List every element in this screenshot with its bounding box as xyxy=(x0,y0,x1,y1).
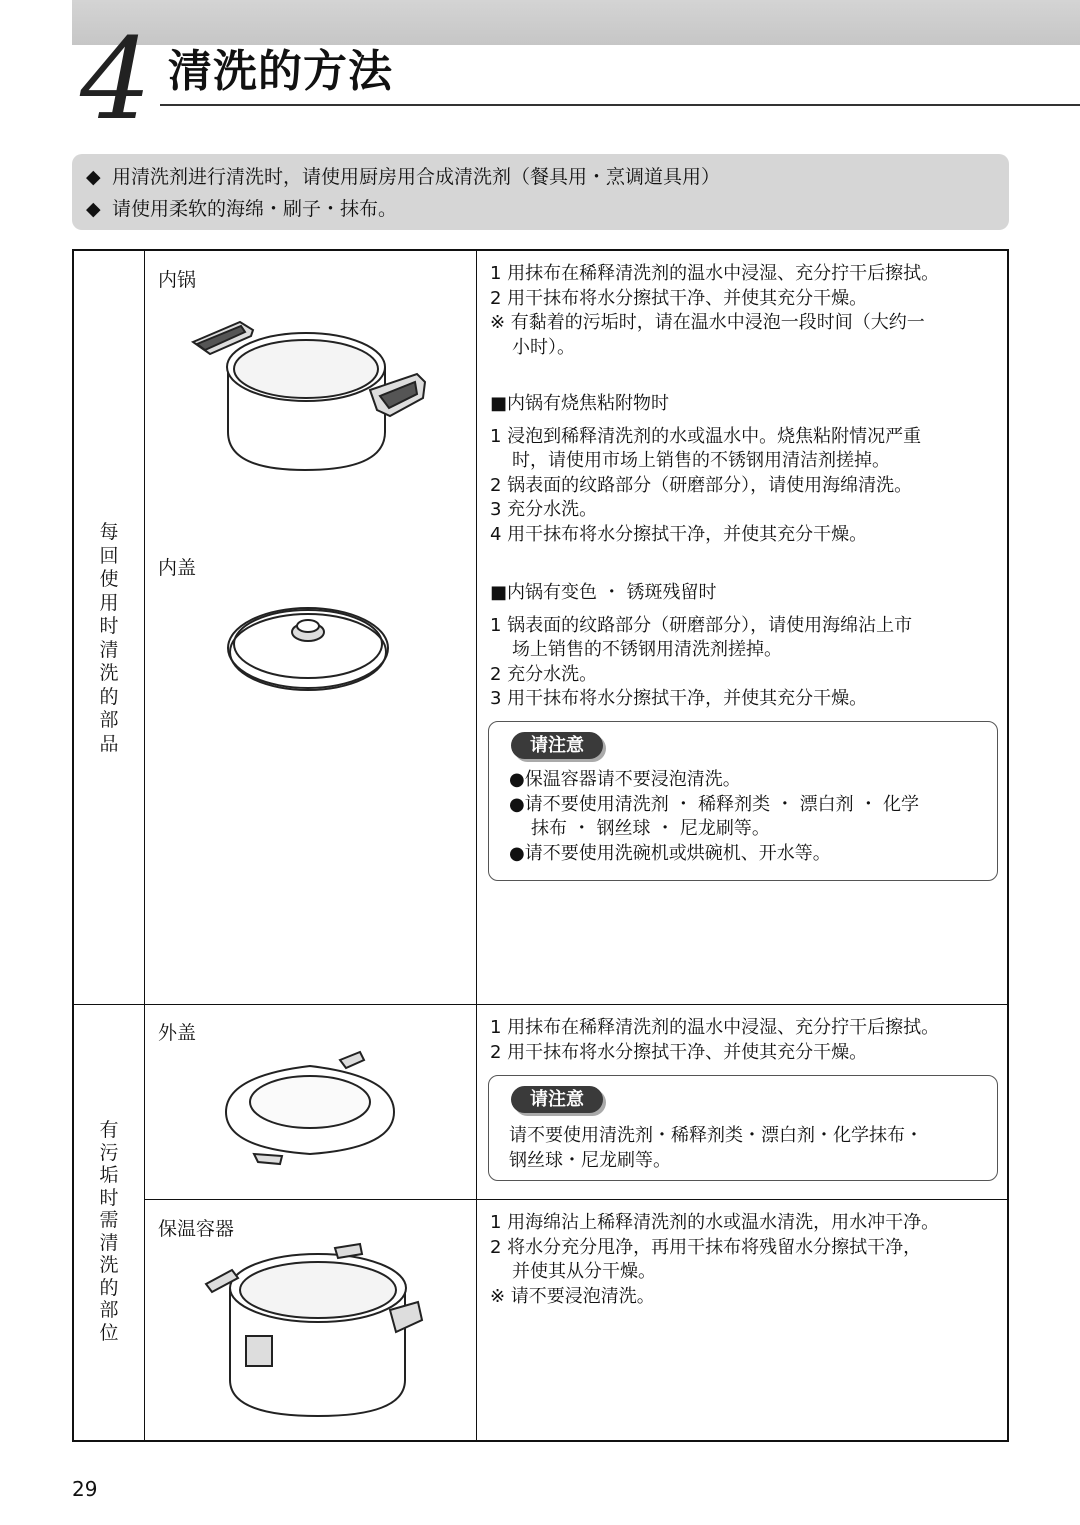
column-divider xyxy=(144,251,145,1440)
diamond-bullet-icon: ◆ xyxy=(86,198,101,220)
caution-2-text: 请不要使用清洗剂・稀释剂类・漂白剂・化学抹布・ 钢丝球・尼龙刷等。 xyxy=(509,1125,923,1171)
row-divider xyxy=(74,1004,1007,1005)
header-bar xyxy=(72,0,1080,45)
note-sponge: ◆ 请使用柔软的海绵・刷子・抹布。 xyxy=(86,198,398,220)
item-label-inner-pot: 内锅 xyxy=(158,269,197,291)
section-title: 清洗的方法 xyxy=(168,46,393,97)
caution-badge: 请注意 xyxy=(511,1086,603,1113)
caution-box-1 xyxy=(488,721,998,881)
outer-lid-illustration xyxy=(222,1050,402,1175)
inner-lid-illustration xyxy=(225,600,395,700)
item-label-outer-lid: 外盖 xyxy=(158,1022,197,1044)
burnt-residue-section: ■内锅有烧焦粘附物时 1 浸泡到稀释清洗剂的水或温水中。烧焦粘附情况严重 时，请使用市场上销售的不锈钢用清洁剂搓掉。 2 锅表面的纹路部分（研磨部分），请使用海绵清洗。 3 充分水洗。 4 用干抹布将水分擦拭干净，并使其充分干燥。 xyxy=(490,393,922,545)
row-divider xyxy=(144,1199,1007,1200)
page-number: 29 xyxy=(72,1477,98,1501)
inner-pot-illustration xyxy=(185,312,435,482)
note-detergent: ◆ 用清洗剂进行清洗时，请使用厨房用合成清洗剂（餐具用・烹调道具用） xyxy=(86,166,721,188)
title-divider xyxy=(160,104,1080,106)
rust-section: ■内锅有变色 ・ 锈斑残留时 1 锅表面的纹路部分（研磨部分），请使用海绵沾上市 场上销售的不锈钢用清洗剂搓掉。 2 充分水洗。 3 用干抹布将水分擦拭干净，并使其充分干燥。 xyxy=(490,582,913,709)
category-every-use: 每回使用时清洗的部品 xyxy=(99,521,119,755)
section-number: 4 xyxy=(80,15,152,145)
category-when-dirty: 有污垢时需清洗的部位 xyxy=(99,1119,119,1344)
item-label-inner-lid: 内盖 xyxy=(158,557,197,579)
diamond-bullet-icon: ◆ xyxy=(86,166,101,188)
container-instructions: 1 用海绵沾上稀释清洗剂的水或温水清洗，用水冲干净。 2 将水分充分甩净，再用干抹布将残留水分擦拭干净， 并使其从分干燥。 ※ 请不要浸泡清洗。 xyxy=(490,1212,940,1307)
container-illustration xyxy=(200,1240,425,1420)
caution-1-text: ●保温容器请不要浸泡清洗。 ●请不要使用清洗剂 ・ 稀释剂类 ・ 漂白剂 ・ 化学 抹布 ・ 钢丝球 ・ 尼龙刷等。 ●请不要使用洗碗机或烘碗机、开水等。 xyxy=(509,769,920,864)
inner-pot-instructions: 1 用抹布在稀释清洗剂的温水中浸湿、充分拧干后擦拭。 2 用干抹布将水分擦拭干净、并使其充分干燥。 ※ 有黏着的污垢时，请在温水中浸泡一段时间（大约一 小时）。 xyxy=(490,263,940,358)
caution-badge: 请注意 xyxy=(511,732,603,759)
item-label-container: 保温容器 xyxy=(158,1218,235,1240)
caution-box-2 xyxy=(488,1075,998,1181)
outer-lid-instructions: 1 用抹布在稀释清洗剂的温水中浸湿、充分拧干后擦拭。 2 用干抹布将水分擦拭干净、并使其充分干燥。 xyxy=(490,1017,940,1063)
column-divider xyxy=(476,251,477,1440)
